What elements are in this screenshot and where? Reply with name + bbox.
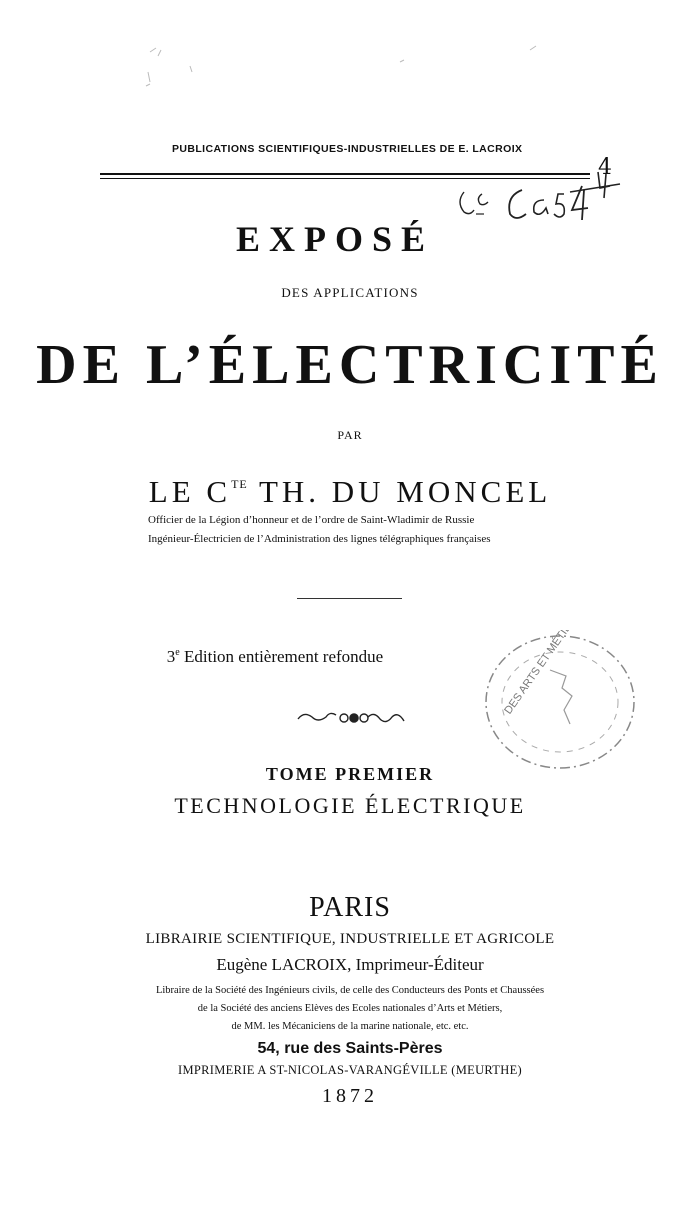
author-name-post: TH. DU MONCEL: [247, 474, 552, 509]
edition-sup: e: [175, 647, 180, 658]
ornament-divider: [292, 705, 412, 731]
title-des-applications: DES APPLICATIONS: [281, 285, 419, 300]
tome-subtitle: TECHNOLOGIE ÉLECTRIQUE: [174, 793, 526, 818]
imprint-editor: Eugène LACROIX, Imprimeur-Éditeur: [216, 955, 484, 974]
author-name-sup: TE: [231, 477, 248, 491]
author-description-2: Ingénieur-Électricien de l’Administration des lignes télégraphiques françaises: [148, 533, 491, 545]
imprint-line-2: de la Société des anciens Elèves des Ecoles nationales d’Arts et Métiers,: [197, 1003, 503, 1014]
separator-rule: [297, 598, 402, 599]
imprint-address: 54, rue des Saints-Pères: [257, 1040, 443, 1057]
main-title: DE L’ÉLECTRICITÉ: [36, 334, 664, 396]
imprint-line-1: Libraire de la Société des Ingénieurs civils, de celle des Conducteurs des Ponts et Chaussées: [155, 985, 545, 996]
title-par: PAR: [337, 428, 363, 442]
tome-label: TOME PREMIER: [265, 764, 435, 784]
imprint-librairie: LIBRAIRIE SCIENTIFIQUE, INDUSTRIELLE ET AGRICOLE: [145, 931, 555, 947]
title-expose: [0, 218, 700, 260]
title-expose-text: EXPOSÉ: [235, 219, 435, 259]
imprint-printer: IMPRIMERIE A ST-NICOLAS-VARANGÉVILLE (MEURTHE): [178, 1063, 522, 1077]
edition-number: 3: [166, 647, 176, 666]
author-description-1: Officier de la Légion d’honneur et de l’ordre de Saint-Wladimir de Russie: [148, 514, 475, 526]
series-heading: PUBLICATIONS SCIENTIFIQUES-INDUSTRIELLES DE E. LACROIX: [172, 143, 523, 155]
author-name-pre: LE C: [148, 474, 232, 509]
shelfmark-number: 4: [598, 155, 612, 180]
stamp-text: DES ARTS ET MÉTIERS: [502, 630, 583, 717]
imprint-city: PARIS: [309, 892, 391, 923]
imprint-line-3: de MM. les Mécaniciens de la marine nationale, etc. etc.: [231, 1021, 469, 1032]
imprint-year: 1872: [322, 1085, 378, 1107]
pencil-marks: [130, 42, 590, 102]
edition-text: Edition entièrement refondue: [179, 647, 384, 666]
library-stamp: [480, 630, 640, 780]
author-name: [0, 474, 700, 510]
